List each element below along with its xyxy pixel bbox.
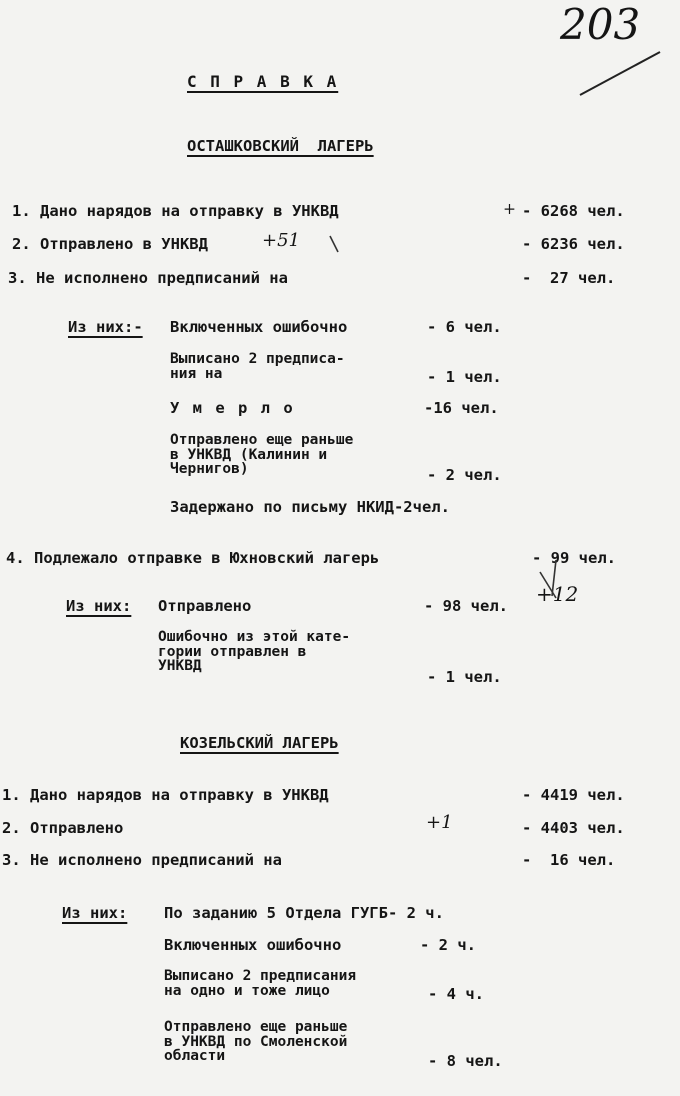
camp1-item-3-value: - 27 чел. [522,269,616,287]
camp2-heading: КОЗЕЛЬСКИЙ ЛАГЕРЬ [180,734,339,752]
camp2-breakdown-4-value: - 8 чел. [428,1052,503,1070]
camp1-breakdown-5: Задержано по письму НКИД-2чел. [170,498,450,516]
document-title: С П Р А В К А [187,72,339,91]
camp1-breakdown-prefix: Из них:- [68,318,143,336]
camp1-item4-prefix: Из них: [66,597,132,615]
camp2-item-2-note: +1 [426,812,453,833]
camp1-item-3: 3. Не исполнено предписаний на [8,269,288,287]
camp1-breakdown-4: Отправлено еще раньше в УНКВД (Калинин и Чернигов) [170,432,354,477]
camp1-breakdown-2: Выписано 2 предписа- ния на [170,351,345,382]
camp2-breakdown-3-value: - 4 ч. [428,985,484,1003]
camp2-item-2-value: - 4403 чел. [522,819,625,837]
camp2-breakdown-3: Выписано 2 предписания на одно и тоже лицо [164,968,357,999]
camp1-item4-breakdown-1-value: - 98 чел. [424,597,508,615]
camp2-breakdown-prefix: Из них: [62,904,128,922]
camp1-breakdown-3: У м е р л о [170,399,295,417]
slash-icon [330,236,338,252]
camp1-heading: ОСТАШКОВСКИЙ ЛАГЕРЬ [187,137,374,155]
camp1-breakdown-1: Включенных ошибочно [170,318,348,336]
camp1-item4-breakdown-2-value: - 1 чел. [427,668,502,686]
camp1-breakdown-3-value: -16 чел. [424,399,499,417]
camp1-item4-breakdown-2: Ошибочно из этой кате- гории отправлен в УНКВД [158,629,351,674]
camp2-item-3-value: - 16 чел. [522,851,616,869]
camp1-breakdown-4-value: - 2 чел. [427,466,502,484]
camp1-item-4-value: - 99 чел. [532,549,616,567]
camp1-item-1-note: + [503,200,516,218]
camp2-item-2: 2. Отправлено [2,819,124,837]
camp1-item4-breakdown-1: Отправлено [158,597,252,615]
camp2-breakdown-2: Включенных ошибочно [164,936,342,954]
camp2-item-1-value: - 4419 чел. [522,786,625,804]
camp1-breakdown-2-value: - 1 чел. [427,368,502,386]
camp1-item-1-value: - 6268 чел. [522,202,625,220]
camp1-item4-breakdown-1-note: +12 [536,582,579,606]
camp2-item-1: 1. Дано нарядов на отправку в УНКВД [2,786,329,804]
camp2-item-3: 3. Не исполнено предписаний на [2,851,282,869]
camp1-breakdown-1-value: - 6 чел. [427,318,502,336]
camp2-breakdown-2-value: - 2 ч. [420,936,476,954]
camp1-item-1: 1. Дано нарядов на отправку в УНКВД [12,202,339,220]
camp1-item-2-note: +51 [262,230,300,251]
camp2-breakdown-4: Отправлено еще раньше в УНКВД по Смоленской области [164,1019,348,1064]
camp2-breakdown-1: По заданию 5 Отдела ГУГБ- 2 ч. [164,904,444,922]
camp1-item-4: 4. Подлежало отправке в Юхновский лагерь [6,549,380,567]
camp1-item-2-value: - 6236 чел. [522,235,625,253]
archive-page-number: 203 [560,0,641,49]
camp1-item-2: 2. Отправлено в УНКВД [12,235,208,253]
